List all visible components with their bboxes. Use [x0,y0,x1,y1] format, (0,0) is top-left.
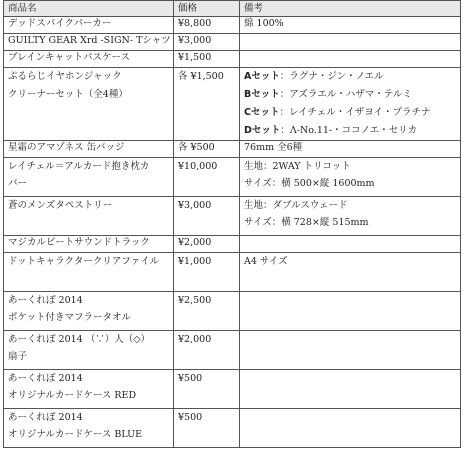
table-row [4,253,461,292]
table-row [4,370,461,409]
product-name-cell [4,370,174,409]
price-cell: ¥2,500 [174,292,240,331]
note-cell [240,370,461,409]
product-name: ポケット付きマフラータオル [8,312,132,323]
product-name: あーくれぽ 2014 （∵）人（◇） [8,334,151,345]
price-cell: ¥10,000 [174,158,240,197]
note-cell [240,158,461,197]
price-cell: ¥3,000 [174,197,240,236]
product-name: デッドスパイクパーカー [8,18,112,29]
note-cell [240,141,461,158]
table-row [4,68,461,141]
note-line [244,104,456,122]
product-name: 扇子 [8,351,28,362]
price-cell: ¥3,000 [174,34,240,51]
product-name: あーくれぽ 2014 [8,412,83,423]
product-name: 蒼のメンズタペストリー [8,200,113,211]
note-line: 生地：ダブルスウェード [244,200,348,211]
note-cell [240,51,461,68]
table-row [4,409,461,448]
table-row [4,197,461,236]
header-price: 価格 [174,1,240,17]
table-header-row [4,1,461,17]
note-line: 76mm 全6種 [244,142,303,153]
note-line: サイズ：横 500×縦 1600mm [244,178,375,189]
product-name: オリジナルカードケース RED [8,390,137,401]
table-row [4,51,461,68]
set-label: Aセット [244,71,280,82]
table-row [4,17,461,34]
set-label: Bセット [244,89,280,100]
table-row [4,34,461,51]
table-row [4,158,461,197]
product-name: あーくれぽ 2014 [8,373,83,384]
set-members: ：アズラエル・ハザマ・テルミ [279,89,412,100]
note-cell [240,68,461,141]
product-name: ぷるらじイヤホンジャック [8,71,122,82]
goods-table [3,0,461,448]
table-row [4,236,461,253]
header-note: 備考 [240,1,461,17]
product-name-cell [4,17,174,34]
product-name: レイチェル＝アルカード抱き枕カ [8,161,150,172]
product-name-cell [4,331,174,370]
product-name: GUILTY GEAR Xrd -SIGN- Tシャツ [8,35,171,46]
product-name-cell [4,236,174,253]
set-label: Dセット [244,125,281,136]
note-cell [240,253,461,292]
note-cell [240,34,461,51]
note-cell [240,409,461,448]
set-label: Cセット [244,107,280,118]
product-name-cell [4,197,174,236]
set-members: ：レイチェル・イザヨイ・プラチナ [279,107,431,118]
product-name-cell [4,51,174,68]
note-cell [240,197,461,236]
price-cell: 各 ¥500 [174,141,240,158]
product-name: ドットキャラクタークリアファイル [8,256,160,267]
note-cell [240,17,461,34]
price-cell: ¥1,000 [174,253,240,292]
note-line: 生地：2WAY トリコット [244,161,351,172]
price-cell: ¥1,500 [174,51,240,68]
product-name: ブレインキャットパスケース [8,52,130,63]
product-name-cell [4,409,174,448]
price-cell: ¥500 [174,409,240,448]
set-members: ：Λ-No.11-・ココノエ・セリカ [280,125,418,136]
note-cell [240,331,461,370]
price-cell: ¥8,800 [174,17,240,34]
product-name-cell [4,253,174,292]
product-name-cell [4,292,174,331]
price-cell: ¥2,000 [174,236,240,253]
product-name: マジカルビートサウンドトラック [8,237,150,248]
note-cell [240,236,461,253]
product-name-cell [4,141,174,158]
table-row [4,292,461,331]
product-name: 星霜のアマゾネス 缶バッジ [8,142,125,153]
header-name: 商品名 [4,1,174,17]
note-line [244,86,456,104]
note-line: サイズ：横 728×縦 515mm [244,217,369,228]
product-name: オリジナルカードケース BLUE [8,429,143,440]
table-row [4,331,461,370]
note-cell [240,292,461,331]
product-name-cell [4,68,174,141]
price-cell: ¥500 [174,370,240,409]
note-line: 綿 100% [244,18,284,29]
note-line [244,68,456,86]
set-members: ：ラグナ・ジン・ノエル [279,71,384,82]
product-name: クリーナーセット（全4種） [8,89,128,100]
note-line [244,122,456,140]
table-row [4,141,461,158]
product-name-cell [4,158,174,197]
product-name: あーくれぽ 2014 [8,295,83,306]
product-name: バー [8,178,28,189]
price-cell: 各 ¥1,500 [174,68,240,141]
price-cell: ¥2,000 [174,331,240,370]
note-line: A4 サイズ [244,256,288,267]
product-name-cell [4,34,174,51]
